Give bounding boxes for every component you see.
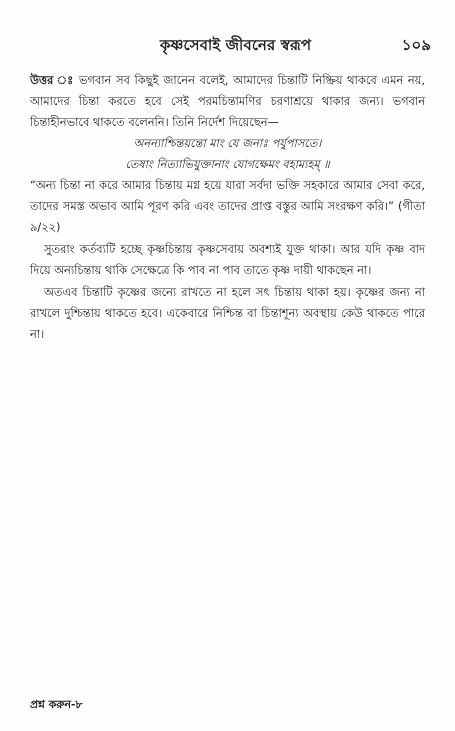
answer-paragraph — [30, 70, 425, 133]
page-header — [40, 34, 431, 54]
page-number: ১০৯ — [401, 36, 431, 54]
page-footer: প্রশ্ন করুন-৮ — [30, 698, 83, 711]
verse-line-2: তেষাং নিত্যাভিযুক্তানাং যোগক্ষেমং বহাম্যহম্ ॥ — [125, 158, 330, 171]
chapter-title: কৃষ্ণসেবাই জীবনের স্বরূপ — [159, 36, 312, 54]
body-paragraph-3: অতএব চিন্তাটি কৃষ্ণের জন্যে রাখতে না হলে সৎ চিন্তায় থাকা হয়। কৃষ্ণের জন্য না রাখলে দুশ্চিন্তায় থাকতে হবে। একেবারে নিশ্চিন্ত বা চিন্তাশূন্য অবস্থায় কেউ থাকতে পারে না। — [30, 285, 425, 341]
page-content — [30, 70, 425, 345]
sanskrit-verse — [30, 133, 425, 175]
body-paragraph-2: সুতরাং কর্তব্যটি হচ্ছে কৃষ্ণচিন্তায় কৃষ্ণসেবায় অবশ্যই যুক্ত থাকা। আর যদি কৃষ্ণ বাদ দিয়ে অন্যচিন্তায় থাকি সেক্ষেত্রে কি পাব না পাব তাতে কৃষ্ণ দায়ী থাকছেন না। — [30, 242, 425, 277]
verse-line-1: অনন্যাশ্চিন্তয়ন্তো মাং যে জনাঃ পর্যুপাসতে। — [133, 137, 322, 150]
verse-translation: “অন্য চিন্তা না করে আমার চিন্তায় মগ্ন হয়ে যারা সর্বদা ভক্তি সহকারে আমার সেবা করে, তাদের সমস্ত অভাব আমি পূরণ করি এবং তাদের প্রাপ্ত বস্তুর আমি সংরক্ষণ করি।” (গীতা ৯/২২) — [30, 178, 425, 234]
answer-text: ভগবান সব কিছুই জানেন বলেই, আমাদের চিন্তাটি নিষ্ক্রিয় থাকবে এমন নয়, আমাদের চিন্তা করতে হবে সেই পরমচিন্তামণির চরণাশ্রয়ে থাকার জন্য। ভগবান চিন্তাহীনভাবে থাকতে বলেননি। তিনি নির্দেশ দিয়েছেন— — [30, 73, 425, 129]
answer-label: উত্তর ঃ — [30, 73, 75, 87]
